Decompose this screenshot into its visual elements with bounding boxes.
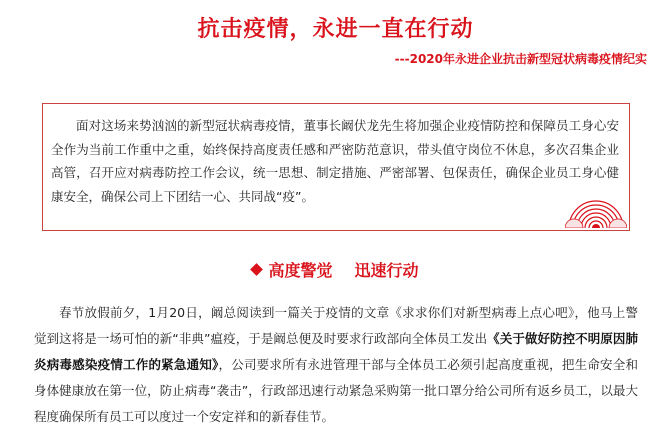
section-heading-part2: 迅速行动 xyxy=(354,261,419,280)
body-text-part1: 春节放假前夕，1月20日，阚总阅读到一篇关于疫情的文章《求求你们对新型病毒上点心吧》，他马上警觉到这将是一场可怕的新“非典”瘟疫，于是阚总便及时要求行政部向全体员工发出 xyxy=(34,305,638,346)
body-text-part2: ，公司要求所有永进管理干部与全体员工必须引起高度重视，把生命安全和身体健康放在第一位，防止病毒“袭击”，行政部迅速行动紧急采购第一批口罩分给公司所有返乡员工，以最大程度确保所有员工可以度过一个安定祥和的新春佳节。 xyxy=(34,357,638,424)
article-subtitle: ---2020年永进企业抗击新型冠状病毒疫情纪实 xyxy=(394,52,647,66)
intro-box xyxy=(42,103,630,231)
body-paragraph xyxy=(34,300,638,430)
wave-pattern-icon xyxy=(565,192,627,228)
intro-paragraph: 面对这场来势汹汹的新型冠状病毒疫情，董事长阚伏龙先生将加强企业疫情防控和保障员工身心安全作为当前工作重中之重，始终保持高度责任感和严密防范意识，带头值守岗位不休息，多次召集企业高管，召开应对病毒防控工作会议，统一思想、制定措施、严密部署、包保责任，确保企业员工身心健康安全，确保公司上下团结一心、共同战“疫”。 xyxy=(51,118,619,204)
section-heading xyxy=(0,258,671,284)
notice-title: 《关于做好防控不明原因肺炎病毒感染疫情工作的紧急通知》 xyxy=(34,331,638,372)
diamond-icon xyxy=(251,263,264,276)
section-heading-part1: 高度警觉 xyxy=(268,261,333,280)
article-title: 抗击疫情，永进一直在行动 xyxy=(197,16,474,42)
